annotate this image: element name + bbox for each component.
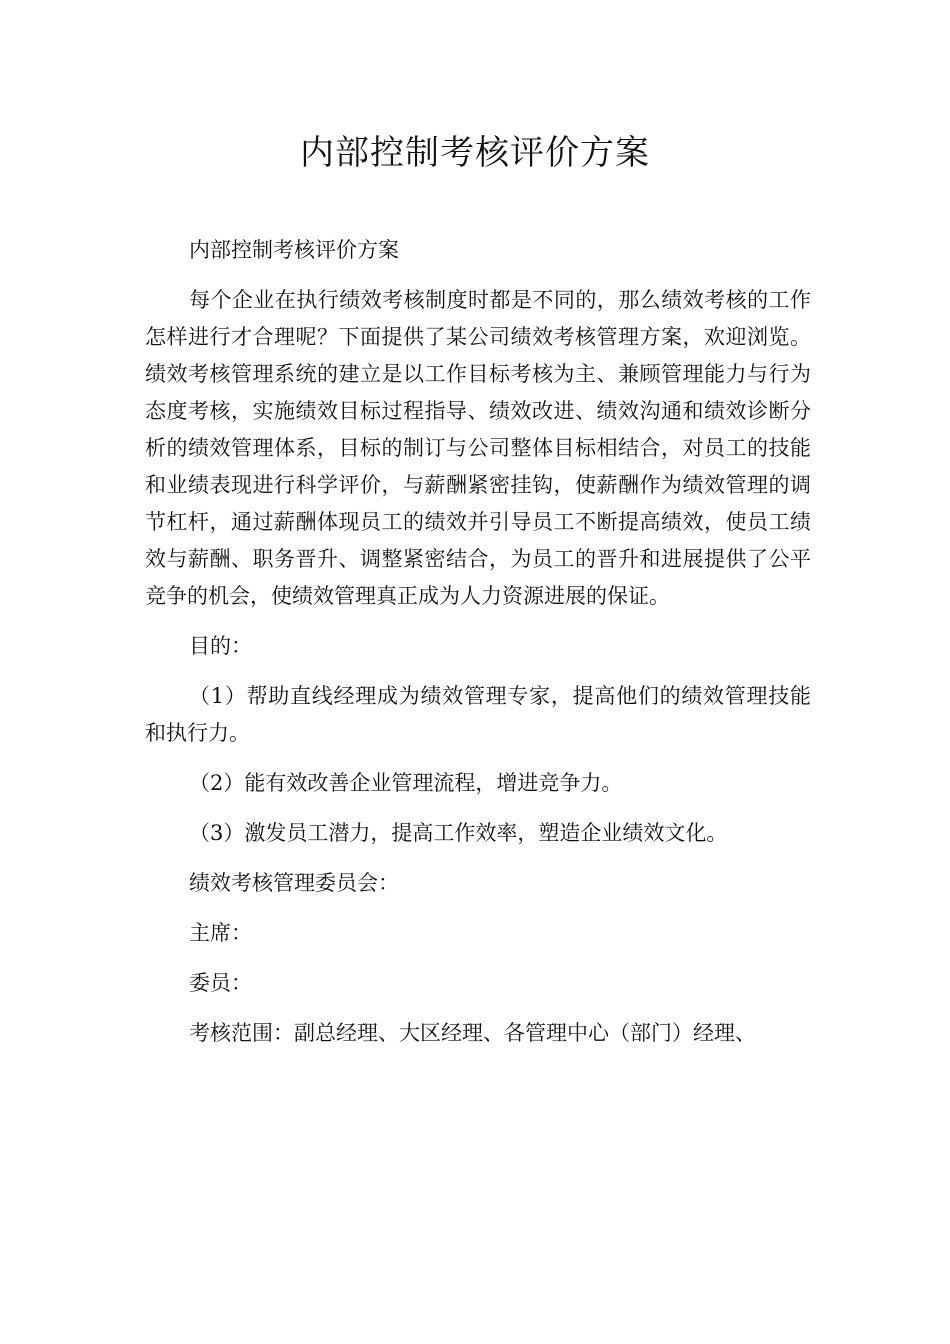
document-body (145, 232, 811, 1065)
paragraph-purpose-item-3: （3）激发员工潜力，提高工作效率，塑造企业绩效文化。 (189, 821, 728, 845)
paragraph-committee-heading: 绩效考核管理委员会： (189, 871, 399, 895)
paragraph-chairman: 主席： (189, 921, 252, 945)
paragraph-subtitle: 内部控制考核评价方案 (189, 238, 399, 262)
page-title: 内部控制考核评价方案 (300, 133, 650, 173)
paragraph-scope: 考核范围：副总经理、大区经理、各管理中心（部门）经理、 (189, 1021, 756, 1045)
paragraph-purpose-item-2: （2）能有效改善企业管理流程，增进竞争力。 (189, 771, 623, 795)
paragraph-purpose-item-1: （1）帮助直线经理成为绩效管理专家，提高他们的绩效管理技能和执行力。 (145, 684, 811, 745)
paragraph-members: 委员： (189, 971, 252, 995)
paragraph-purpose-heading: 目的： (189, 634, 252, 658)
paragraph-intro: 每个企业在执行绩效考核制度时都是不同的，那么绩效考核的工作怎样进行才合理呢？下面提供了某公司绩效考核管理方案，欢迎浏览。绩效考核管理系统的建立是以工作目标考核为主、兼顾管理能力与行为态度考核，实施绩效目标过程指导、绩效改进、绩效沟通和绩效诊断分析的绩效管理体系，目标的制订与公司整体目标相结合，对员工的技能和业绩表现进行科学评价，与薪酬紧密挂钩，使薪酬作为绩效管理的调节杠杆，通过薪酬体现员工的绩效并引导员工不断提高绩效，使员工绩效与薪酬、职务晋升、调整紧密结合，为员工的晋升和进展提供了公平竞争的机会，使绩效管理真正成为人力资源进展的保证。 (145, 288, 811, 608)
